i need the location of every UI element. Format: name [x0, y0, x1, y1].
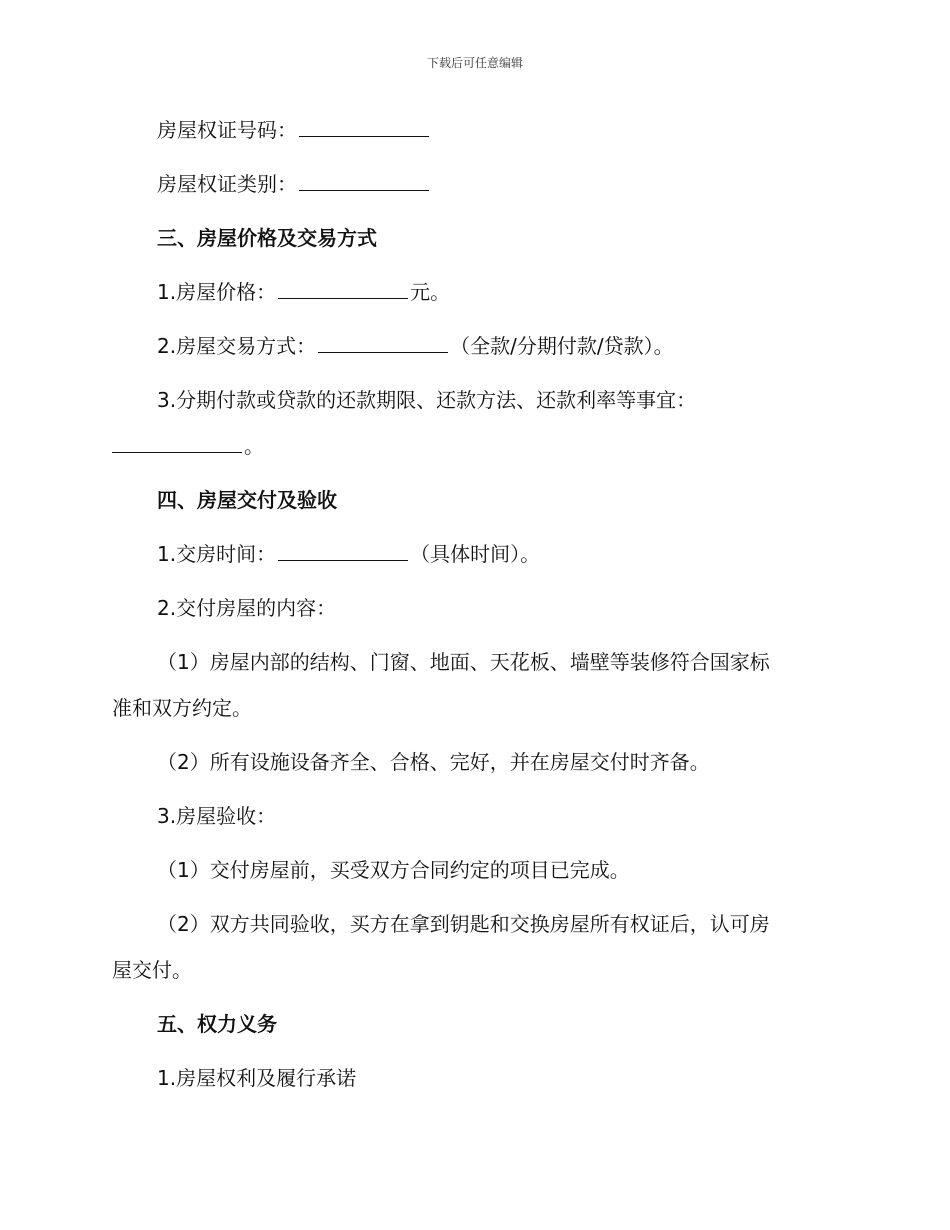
trade-mode-label: 2.房屋交易方式： — [157, 334, 317, 358]
handover-time-suffix: （具体时间）。 — [410, 542, 541, 566]
installment-line: 3.分期付款或贷款的还款期限、还款方法、还款利率等事宜： — [157, 388, 697, 412]
installment-suffix: 。 — [244, 434, 264, 458]
cert-type-label: 房屋权证类别： — [157, 172, 297, 196]
trade-mode-blank[interactable] — [318, 334, 448, 353]
cert-number-blank[interactable] — [299, 118, 429, 137]
section3-heading: 三、房屋价格及交易方式 — [157, 226, 377, 250]
item2-line: （2）所有设施设备齐全、合格、完好，并在房屋交付时齐备。 — [157, 750, 710, 774]
item1-line2: 准和双方约定。 — [112, 696, 252, 720]
trade-mode-suffix: （全款/分期付款/贷款）。 — [450, 334, 674, 358]
handover-content-label: 2.交付房屋的内容： — [157, 596, 337, 620]
installment-blank-line — [112, 432, 264, 460]
installment-blank[interactable] — [112, 434, 242, 453]
cert-number-line — [157, 116, 431, 144]
page-header: 下载后可任意编辑 — [426, 56, 523, 70]
cert-number-label: 房屋权证号码： — [157, 118, 297, 142]
rights-item1: 1.房屋权利及履行承诺 — [157, 1066, 357, 1090]
handover-time-label: 1.交房时间： — [157, 542, 277, 566]
price-suffix: 元。 — [410, 280, 451, 304]
accept2-line2: 屋交付。 — [112, 958, 192, 982]
handover-time-blank[interactable] — [278, 542, 408, 561]
handover-time-line — [157, 540, 540, 568]
section4-heading: 四、房屋交付及验收 — [157, 488, 337, 512]
price-blank[interactable] — [278, 280, 408, 299]
price-label: 1.房屋价格： — [157, 280, 277, 304]
price-line — [157, 278, 450, 306]
accept1-line: （1）交付房屋前，买受双方合同约定的项目已完成。 — [157, 858, 630, 882]
cert-type-blank[interactable] — [299, 172, 429, 191]
trade-mode-line — [157, 332, 674, 360]
acceptance-label: 3.房屋验收： — [157, 804, 277, 828]
accept2-line1: （2）双方共同验收，买方在拿到钥匙和交换房屋所有权证后，认可房 — [157, 912, 770, 936]
item1-line1: （1）房屋内部的结构、门窗、地面、天花板、墙壁等装修符合国家标 — [157, 650, 770, 674]
section5-heading: 五、权力义务 — [157, 1012, 277, 1036]
cert-type-line — [157, 170, 431, 198]
